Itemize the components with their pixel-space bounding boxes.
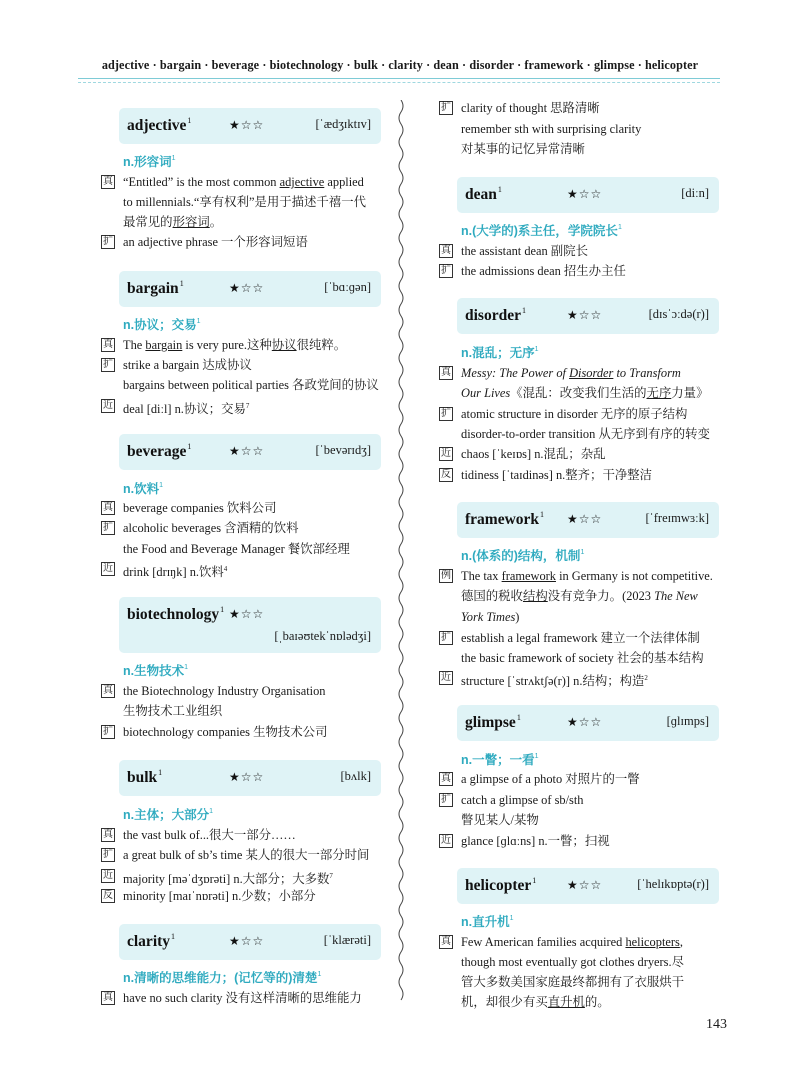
entry-header-dean (457, 177, 719, 213)
difficulty-stars: ★☆☆ (567, 512, 603, 526)
extension-line: 对某事的记忆异常清晰 (461, 142, 585, 156)
example-line: to millennials.“享有权利”是用于描述千禧一代 (123, 195, 366, 209)
example-icon: 真 (441, 367, 451, 378)
headword: bulk$^1$ (127, 768, 163, 786)
difficulty-stars: ★☆☆ (229, 281, 265, 295)
phonetic: [ɡlɪmps] (666, 714, 709, 728)
extension-line: the Food and Beverage Manager 餐饮部经理 (123, 542, 350, 556)
extension-line: 扩 catch a glimpse of sb/sth (441, 793, 584, 807)
antonym-icon: 反 (441, 469, 451, 480)
synonym-icon: 近 (103, 563, 113, 574)
part-of-speech: n.生物技术$^1$ (123, 664, 189, 678)
headword: clarity$^1$ (127, 932, 176, 950)
extension-icon: 扩 (103, 359, 113, 370)
entry-header-adjective (119, 108, 381, 144)
page-number: 143 (706, 1017, 727, 1032)
example-line: 生物技术工业组织 (123, 704, 223, 718)
headword: disorder$^1$ (465, 306, 526, 324)
example-line: 真 the vast bulk of...很大一部分…… (103, 828, 296, 842)
example-line: 真 a glimpse of a photo 对照片的一瞥 (441, 772, 640, 786)
extension-line: 扩 establish a legal framework 建立一个法律体制 (441, 631, 700, 645)
difficulty-stars: ★☆☆ (567, 187, 603, 201)
phonetic: [bʌlk] (340, 769, 371, 783)
difficulty-stars: ★☆☆ (567, 878, 603, 892)
phonetic: [dɪsˈɔːdə(r)] (648, 307, 709, 321)
part-of-speech: n.协议；交易$^1$ (123, 318, 201, 332)
near-synonym-line: 近 drink [drɪŋk] n.饮料$^4$ (103, 563, 228, 580)
extension-line: 扩 the admissions dean 招生办主任 (441, 264, 626, 278)
synonym-icon: 近 (441, 448, 451, 459)
extension-line: 瞥见某人/某物 (461, 813, 539, 827)
instance-icon: 例 (441, 570, 451, 581)
example-line: 管大多数美国家庭最终都拥有了衣服烘干 (461, 975, 685, 989)
example-line: 德国的税收结构没有竞争力。(2023 The New (461, 589, 698, 603)
example-icon: 真 (103, 176, 113, 187)
example-line: 真 the assistant dean 副院长 (441, 244, 588, 258)
example-line: 真 “Entitled” is the most common adjective applied (103, 175, 364, 189)
synonym-icon: 近 (441, 835, 451, 846)
antonym-line: 反 minority [maɪˈnɒrəti] n.少数；小部分 (103, 889, 316, 903)
example-line: York Times) (461, 610, 520, 624)
example-line: 真 have no such clarity 没有这样清晰的思维能力 (103, 991, 362, 1005)
example-icon: 真 (441, 936, 451, 947)
phonetic: [diːn] (681, 186, 709, 200)
entry-header-biotechnology (119, 597, 381, 653)
header-rule (78, 78, 720, 79)
part-of-speech: n.(体系的)结构，机制$^1$ (461, 549, 585, 563)
extension-icon: 扩 (103, 849, 113, 860)
headword: adjective$^1$ (127, 116, 192, 134)
difficulty-stars: ★☆☆ (229, 444, 265, 458)
example-line: 例 The tax framework in Germany is not competitive. (441, 569, 713, 583)
part-of-speech: n.(大学的)系主任，学院院长$^1$ (461, 224, 622, 238)
extension-icon: 扩 (103, 522, 113, 533)
part-of-speech: n.混乱；无序$^1$ (461, 346, 539, 360)
headword: framework$^1$ (465, 510, 545, 528)
entry-header-disorder (457, 298, 719, 334)
example-icon: 真 (441, 245, 451, 256)
extension-line: 扩 biotechnology companies 生物技术公司 (103, 725, 328, 739)
example-line: Our Lives《混乱：改变我们生活的无序力量》 (461, 386, 709, 400)
example-icon: 真 (103, 829, 113, 840)
extension-icon: 扩 (441, 632, 451, 643)
extension-icon: 扩 (103, 236, 113, 247)
entry-header-helicopter (457, 868, 719, 904)
phonetic: [ˈfreɪmwɜːk] (645, 511, 709, 525)
difficulty-stars: ★☆☆ (229, 934, 265, 948)
extension-line: remember sth with surprising clarity (461, 122, 642, 136)
part-of-speech: n.饮料$^1$ (123, 482, 164, 496)
headword: dean$^1$ (465, 185, 502, 203)
difficulty-stars: ★☆☆ (567, 715, 603, 729)
extension-line: 扩 a great bulk of sb’s time 某人的很大一部分时间 (103, 848, 370, 862)
extension-line: disorder-to-order transition 从无序到有序的转变 (461, 427, 710, 441)
part-of-speech: n.主体；大部分$^1$ (123, 808, 214, 822)
entry-header-glimpse (457, 705, 719, 741)
antonym-line: 反 tidiness [ˈtaɪdinəs] n.整齐；干净整洁 (441, 468, 653, 482)
antonym-icon: 反 (103, 890, 113, 901)
difficulty-stars: ★☆☆ (229, 118, 265, 132)
entry-header-bargain (119, 271, 381, 307)
phonetic: [ˈhelɪkɒptə(r)] (637, 877, 709, 891)
entry-header-clarity (119, 924, 381, 960)
extension-line: 扩 atomic structure in disorder 无序的原子结构 (441, 407, 688, 421)
example-icon: 真 (103, 502, 113, 513)
extension-line: 扩 an adjective phrase 一个形容词短语 (103, 235, 308, 249)
extension-line: bargains between political parties 各政党间的协议 (123, 378, 379, 392)
synonym-icon: 近 (441, 672, 451, 683)
part-of-speech: n.形容词$^1$ (123, 155, 176, 169)
synonym-icon: 近 (103, 870, 113, 881)
near-synonym-line: 近 glance [ɡlɑːns] n.一瞥；扫视 (441, 834, 610, 848)
near-synonym-line: 近 majority [məˈdʒɒrəti] n.大部分；大多数$^7$ (103, 870, 333, 887)
synonym-icon: 近 (103, 400, 113, 411)
phonetic: [ˈbevərɪdʒ] (315, 443, 371, 457)
example-line: though most eventually got clothes dryers.尽 (461, 955, 684, 969)
difficulty-stars: ★☆☆ (567, 308, 603, 322)
extension-icon: 扩 (441, 102, 451, 113)
example-line: 机，却很少有买直升机的。 (461, 995, 610, 1009)
extension-line: 扩 alcoholic beverages 含酒精的饮料 (103, 521, 299, 535)
example-icon: 真 (441, 773, 451, 784)
extension-icon: 扩 (441, 265, 451, 276)
difficulty-stars: ★☆☆ (229, 770, 265, 784)
extension-icon: 扩 (103, 726, 113, 737)
extension-line: the basic framework of society 社会的基本结构 (461, 651, 704, 665)
example-icon: 真 (103, 685, 113, 696)
example-icon: 真 (103, 339, 113, 350)
example-line: 最常见的形容词。 (123, 215, 223, 229)
headword: beverage$^1$ (127, 442, 192, 460)
example-icon: 真 (103, 992, 113, 1003)
difficulty-stars: ★☆☆ (229, 607, 265, 621)
headword: biotechnology$^1$ (127, 605, 225, 623)
phonetic: [ˈædʒɪktɪv] (315, 117, 371, 131)
headword: glimpse$^1$ (465, 713, 521, 731)
entry-header-beverage (119, 434, 381, 470)
extension-line: 扩 strike a bargain 达成协议 (103, 358, 252, 372)
extension-line: 扩 clarity of thought 思路清晰 (441, 101, 600, 115)
near-synonym-line: 近 chaos [ˈkeɪɒs] n.混乱；杂乱 (441, 447, 606, 461)
headword: helicopter$^1$ (465, 876, 537, 894)
entry-header-framework (457, 502, 719, 538)
column-divider (396, 100, 406, 1004)
phonetic: [ˌbaɪəʊtekˈnɒlədʒi] (274, 629, 371, 643)
example-line: 真 Few American families acquired helicopters, (441, 935, 683, 949)
page-header: adjective · bargain · beverage · biotechnology · bulk · clarity · dean · disorder · framework · glimpse · helicopter (101, 58, 699, 72)
near-synonym-line: 近 structure [ˈstrʌktʃə(r)] n.结构；构造$^2$ (441, 672, 648, 689)
extension-icon: 扩 (441, 794, 451, 805)
header-rule-dashed (78, 82, 720, 83)
example-line: 真 The bargain is very pure.这种协议很纯粹。 (103, 338, 347, 352)
example-line: 真 beverage companies 饮料公司 (103, 501, 277, 515)
part-of-speech: n.直升机$^1$ (461, 915, 514, 929)
headword: bargain$^1$ (127, 279, 184, 297)
part-of-speech: n.清晰的思维能力；(记忆等的)清楚$^1$ (123, 971, 322, 985)
extension-icon: 扩 (441, 408, 451, 419)
example-line: 真 the Biotechnology Industry Organisation (103, 684, 326, 698)
near-synonym-line: 近 deal [diːl] n.协议；交易$^7$ (103, 400, 250, 417)
entry-header-bulk (119, 760, 381, 796)
example-line: 真 Messy: The Power of Disorder to Transform (441, 366, 681, 380)
phonetic: [ˈklærəti] (323, 933, 371, 947)
phonetic: [ˈbɑːɡən] (324, 280, 371, 294)
part-of-speech: n.一瞥；一看$^1$ (461, 753, 539, 767)
